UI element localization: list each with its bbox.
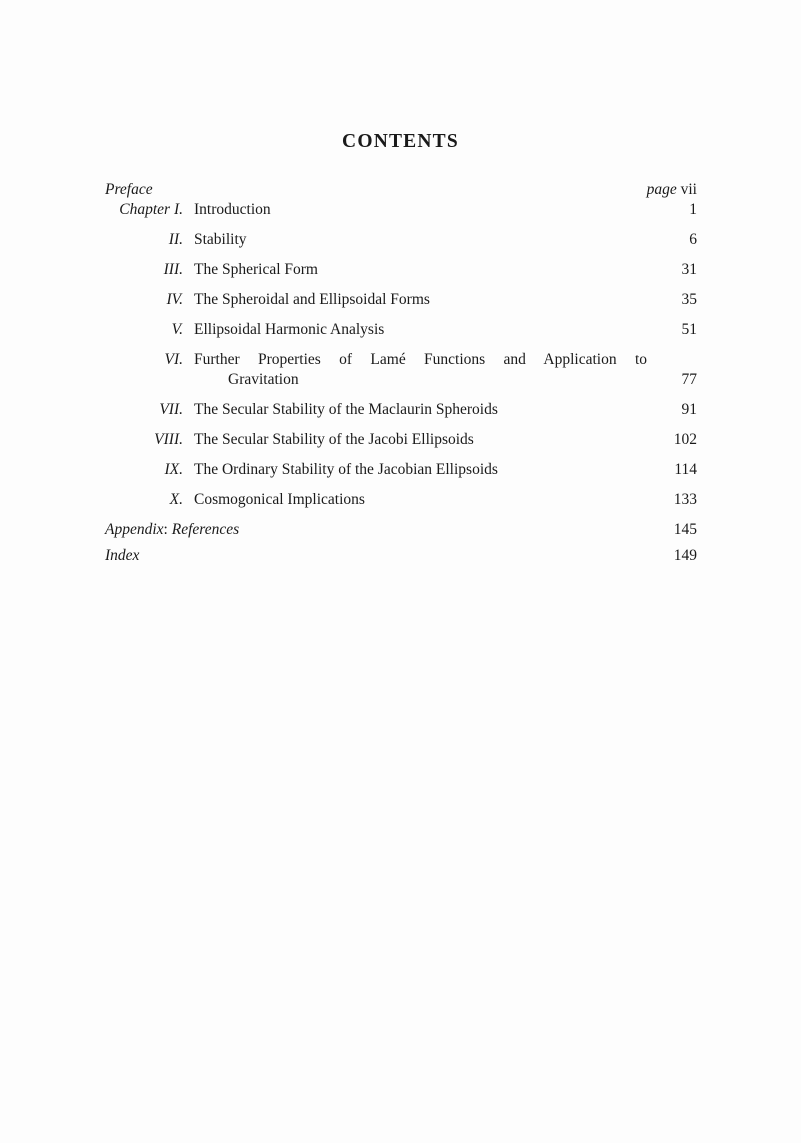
chapter-number: [119, 201, 183, 219]
chapter-numeral: IX.: [164, 461, 183, 478]
chapter-word: Chapter: [119, 201, 171, 218]
toc-row-chapter-5[interactable]: [105, 321, 697, 341]
chapter-page: 1: [689, 201, 697, 218]
chapter-title: The Secular Stability of the Maclaurin Spheroids: [194, 401, 498, 418]
toc-row-chapter-2[interactable]: [105, 231, 697, 251]
chapter-title: Cosmogonical Implications: [194, 491, 365, 508]
chapter-title: Ellipsoidal Harmonic Analysis: [194, 321, 385, 338]
page-word: page: [646, 181, 677, 198]
preface-label: Preface: [105, 181, 153, 198]
chapter-title: Further Properties of Lamé Functions and Application to: [194, 351, 647, 368]
chapter-numeral: VIII.: [154, 431, 183, 448]
chapter-numeral: VI.: [164, 351, 183, 368]
chapter-page: 77: [681, 371, 697, 388]
index-page: 149: [673, 547, 697, 564]
toc-row-chapter-6[interactable]: [105, 351, 697, 371]
chapter-numeral: V.: [171, 321, 183, 338]
appendix-label: [105, 521, 239, 539]
chapter-page: 114: [674, 461, 697, 478]
chapter-numeral: III.: [163, 261, 183, 278]
index-label: Index: [105, 547, 140, 564]
toc-row-chapter-9[interactable]: [105, 461, 697, 481]
chapter-page: 6: [689, 231, 697, 248]
toc-row-index[interactable]: [105, 547, 697, 567]
toc-row-appendix[interactable]: [105, 521, 697, 541]
appendix-title: References: [171, 521, 240, 538]
chapter-numeral: I.: [173, 201, 183, 218]
chapter-page: 51: [681, 321, 697, 338]
appendix-page: 145: [673, 521, 697, 538]
toc-row-chapter-1[interactable]: [105, 201, 697, 221]
chapter-numeral: II.: [168, 231, 183, 248]
chapter-page: 102: [673, 431, 697, 448]
chapter-page: 133: [673, 491, 697, 508]
chapter-title: The Secular Stability of the Jacobi Ellipsoids: [194, 431, 474, 448]
chapter-page: 31: [681, 261, 697, 278]
appendix-separator: :: [163, 521, 168, 538]
chapter-title: The Ordinary Stability of the Jacobian Ellipsoids: [194, 461, 498, 478]
preface-page: [647, 181, 697, 199]
appendix-word: Appendix: [105, 521, 164, 538]
toc-row-chapter-4[interactable]: [105, 291, 697, 311]
chapter-title: Introduction: [194, 201, 271, 218]
chapter-numeral: IV.: [166, 291, 183, 308]
toc-row-chapter-7[interactable]: [105, 401, 697, 421]
toc-row-chapter-10[interactable]: [105, 491, 697, 511]
chapter-title: Stability: [194, 231, 247, 248]
toc-row-chapter-8[interactable]: [105, 431, 697, 451]
toc-row-chapter-3[interactable]: [105, 261, 697, 281]
chapter-title: The Spheroidal and Ellipsoidal Forms: [194, 291, 430, 308]
preface-page-number: vii: [680, 181, 697, 198]
toc-row-preface[interactable]: [105, 181, 697, 201]
page-title: CONTENTS: [342, 131, 459, 152]
chapter-page: 35: [681, 291, 697, 308]
chapter-page: 91: [681, 401, 697, 418]
chapter-numeral: VII.: [159, 401, 183, 418]
chapter-title: The Spherical Form: [194, 261, 318, 278]
chapter-numeral: X.: [169, 491, 183, 508]
chapter-title-continued: Gravitation: [228, 371, 299, 388]
toc-row-chapter-6-continued[interactable]: [105, 371, 697, 391]
